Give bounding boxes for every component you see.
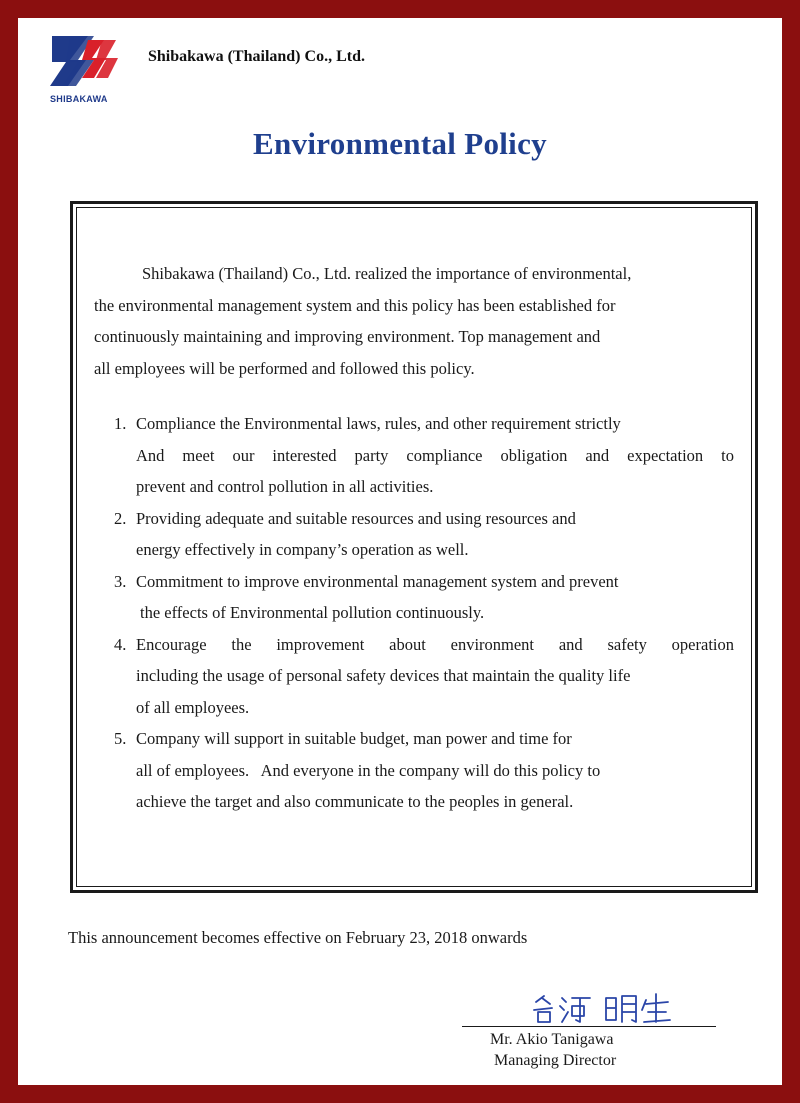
policy-item-line: Commitment to improve environmental management system and prevent [136, 571, 619, 591]
signer-title: Managing Director [494, 1052, 617, 1069]
intro-paragraph [94, 258, 734, 384]
policy-item [94, 566, 734, 629]
handwritten-signature [528, 988, 678, 1028]
signer-name: Mr. Akio Tanigawa [490, 1031, 614, 1048]
signer-block [490, 1029, 616, 1071]
policy-item-number: 1. [114, 414, 127, 433]
shibakawa-logo-mark [48, 30, 128, 92]
effective-date-statement: This announcement becomes effective on February 23, 2018 onwards [68, 928, 528, 947]
policy-item [94, 408, 734, 503]
signature-line [462, 1026, 716, 1027]
intro-line: the environmental management system and this policy has been established for [94, 295, 616, 315]
policy-item-line: the effects of Environmental pollution continuously. [140, 603, 485, 622]
policy-item [94, 629, 734, 724]
policy-item [94, 723, 734, 818]
policy-item-line: including the usage of personal safety devices that maintain the quality life [136, 666, 631, 685]
policy-list [94, 408, 734, 818]
policy-item-line: energy effectively in company’s operation as well. [136, 540, 469, 559]
policy-item-line: Company will support in suitable budget, man power and time for [136, 729, 572, 748]
intro-line: all employees will be performed and followed this policy. [94, 358, 475, 378]
company-name: Shibakawa (Thailand) Co., Ltd. [148, 48, 365, 65]
page-title: Environmental Policy [253, 126, 547, 161]
logo-wordmark: SHIBAKAWA [50, 94, 108, 104]
shibakawa-logo [48, 30, 128, 120]
intro-line: continuously maintaining and improving environment. Top management and [94, 327, 601, 346]
policy-item-line: Encourage the improvement about environment and safety operation [136, 634, 734, 654]
policy-item-line: all of employees. And everyone in the company will do this policy to [136, 760, 601, 780]
policy-item-number: 4. [114, 634, 127, 654]
document-page [18, 18, 782, 1085]
policy-item-number: 5. [114, 729, 127, 748]
policy-item-line: Compliance the Environmental laws, rules, and other requirement strictly [136, 414, 621, 433]
policy-item-number: 3. [114, 571, 127, 591]
policy-item-line: Providing adequate and suitable resources and using resources and [136, 508, 576, 528]
policy-item-number: 2. [114, 508, 127, 528]
policy-item-line: of all employees. [136, 697, 250, 717]
policy-item-line: And meet our interested party compliance obligation and expectation to [136, 445, 734, 465]
policy-item [94, 503, 734, 566]
intro-line: Shibakawa (Thailand) Co., Ltd. realized the importance of environmental, [142, 264, 632, 283]
policy-item-line: prevent and control pollution in all activities. [136, 477, 434, 496]
policy-body [94, 258, 734, 818]
policy-item-line: achieve the target and also communicate to the peoples in general. [136, 792, 574, 811]
